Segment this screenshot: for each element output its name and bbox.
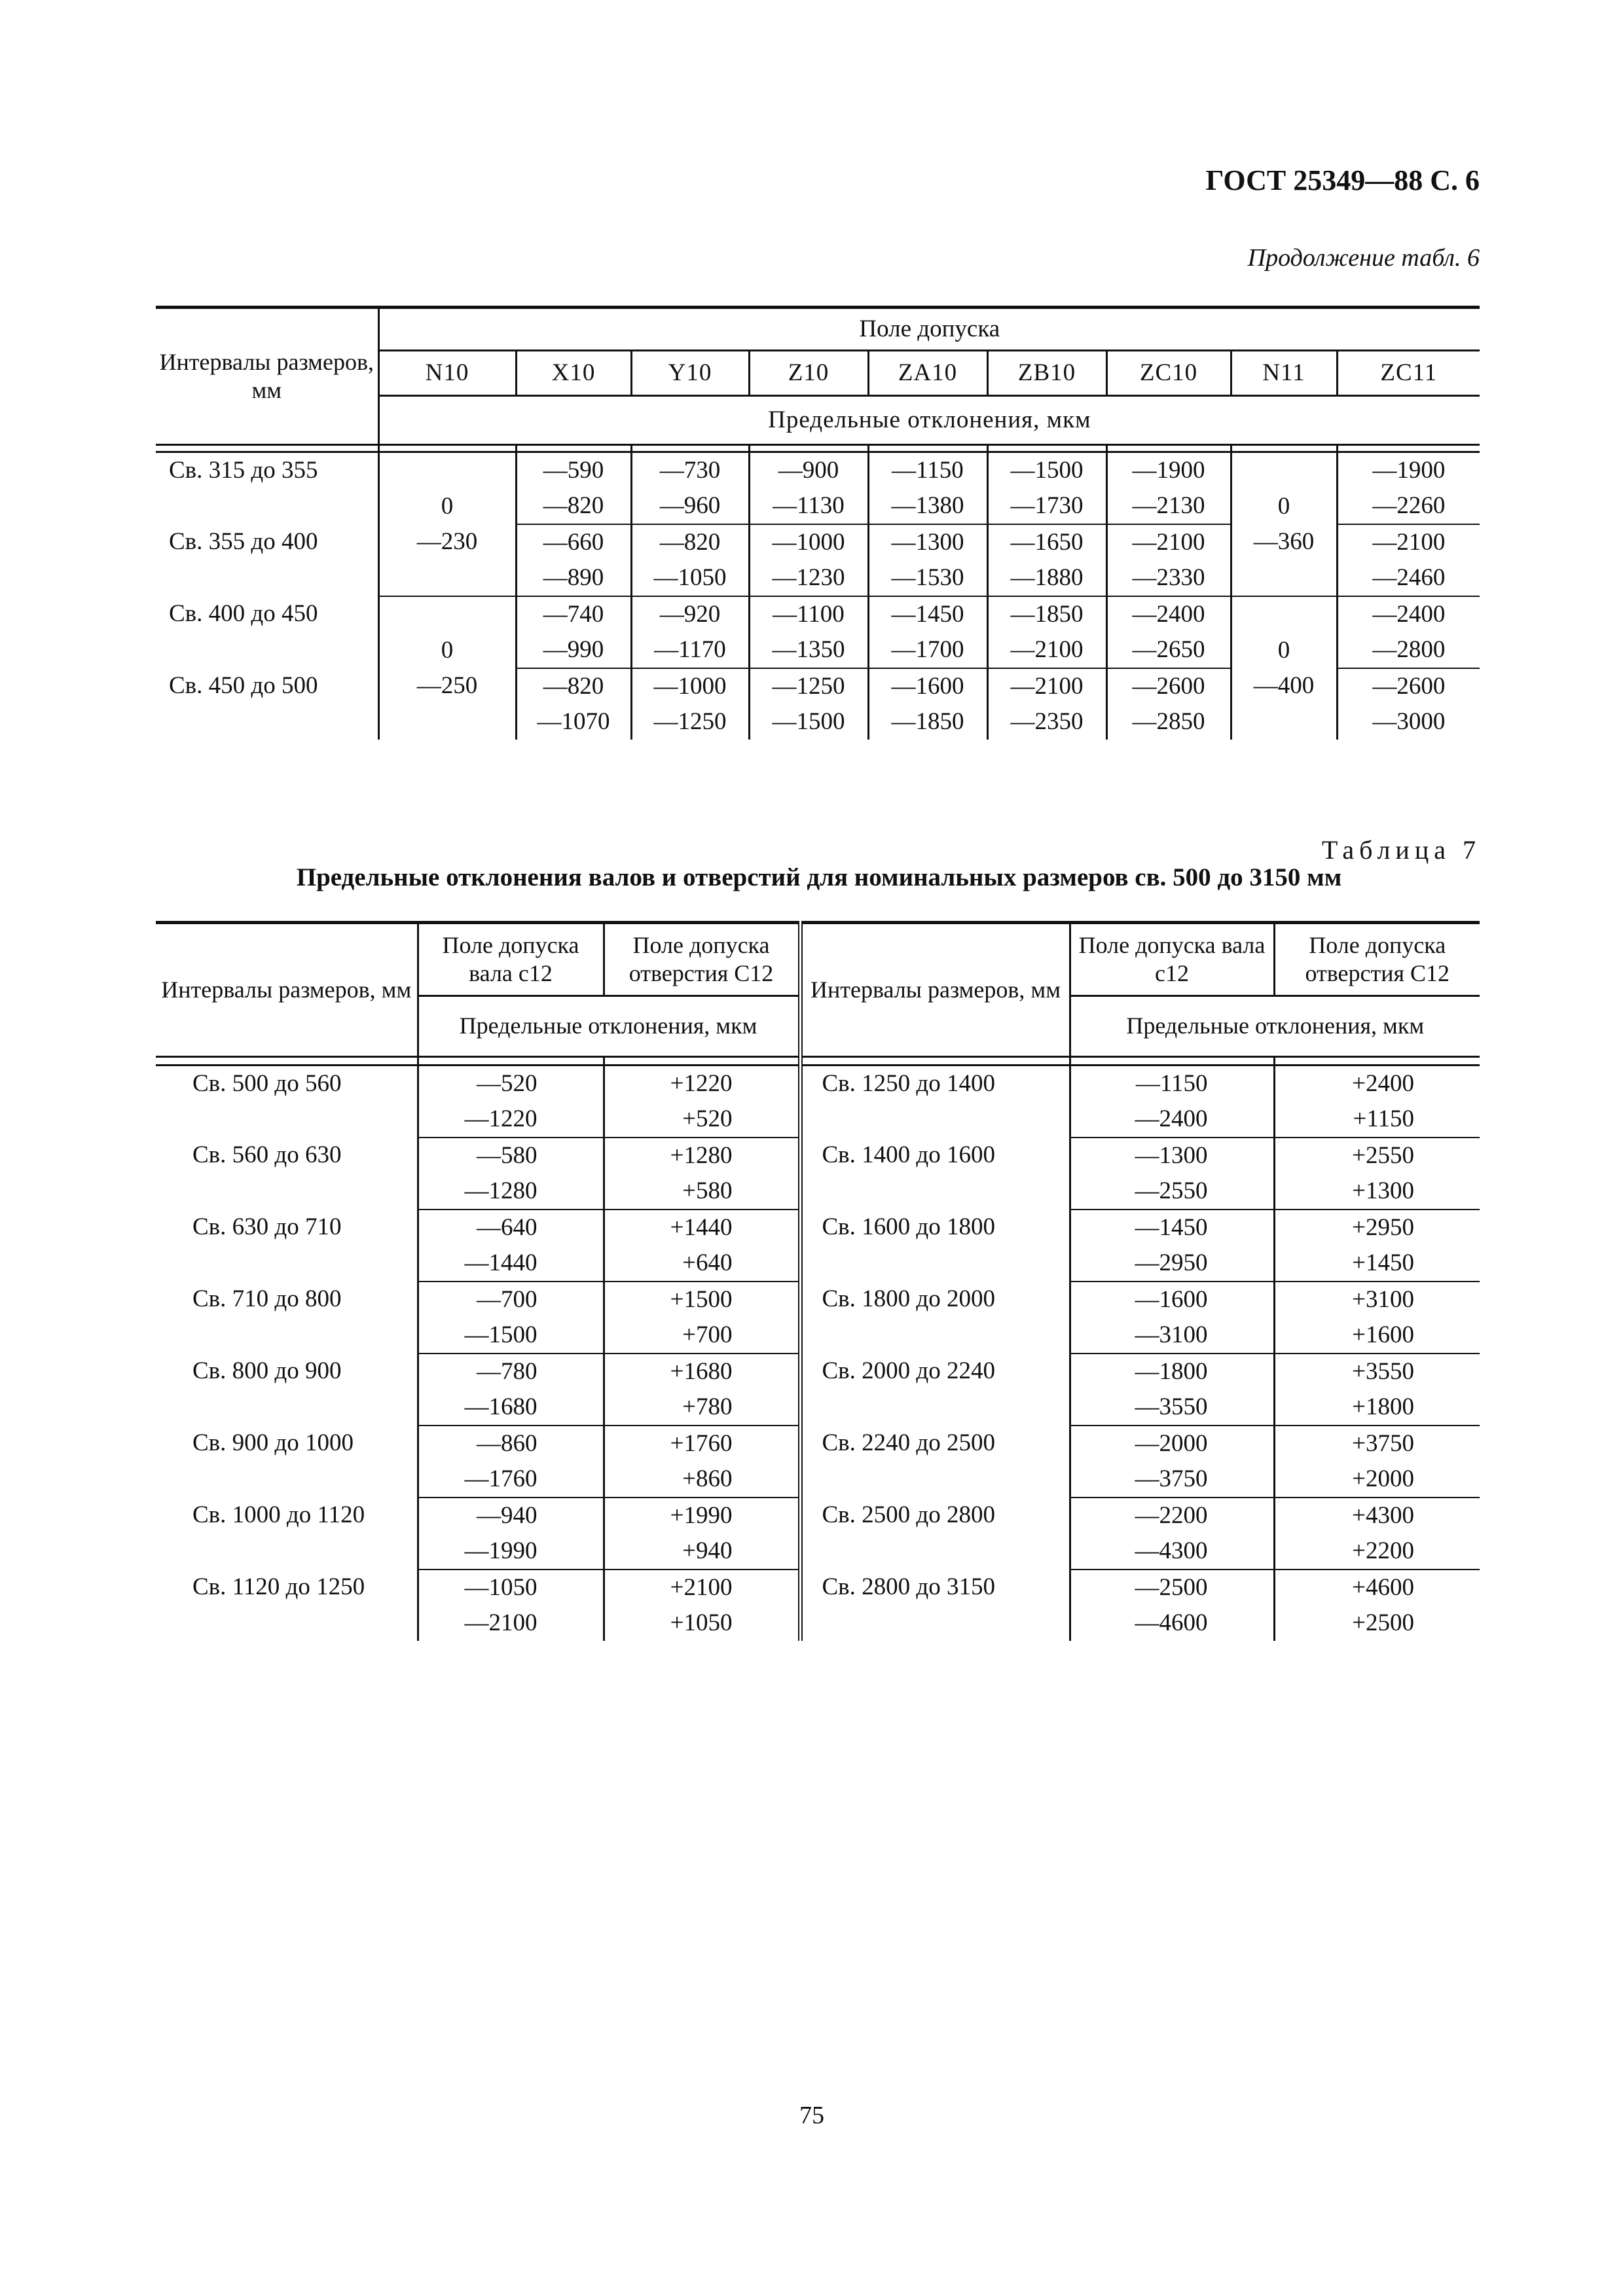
shaft-deviation: —940 bbox=[418, 1498, 604, 1534]
shaft-field-header-right: Поле допуска вала c12 bbox=[1070, 923, 1274, 996]
deviation-value: —1250 bbox=[749, 668, 868, 704]
interval-label: Св. 630 до 710 bbox=[156, 1210, 418, 1282]
hole-deviation: +1150 bbox=[1274, 1102, 1480, 1138]
table-row bbox=[156, 1498, 1480, 1534]
table-continuation-note: Продолжение табл. 6 bbox=[1247, 244, 1480, 272]
hole-deviation: +1680 bbox=[670, 1358, 733, 1385]
deviation-value: —1700 bbox=[868, 632, 987, 668]
deviation-value: —730 bbox=[631, 452, 749, 489]
table-row bbox=[156, 1570, 1480, 1605]
hole-deviation: +2100 bbox=[670, 1574, 733, 1601]
deviation-value: —1850 bbox=[868, 704, 987, 740]
deviation-value: —1100 bbox=[749, 596, 868, 632]
page-number: 75 bbox=[799, 2102, 824, 2129]
shaft-deviation: —580 bbox=[418, 1138, 604, 1174]
deviation-value: —990 bbox=[516, 632, 631, 668]
deviation-header-right: Предельные отклонения, мкм bbox=[1126, 1013, 1425, 1039]
interval-header-right: Интервалы размеров, мм bbox=[800, 923, 1070, 1057]
shaft-deviation: —2550 bbox=[1070, 1174, 1274, 1210]
shaft-deviation: —3750 bbox=[1070, 1462, 1274, 1498]
deviation-value: —1600 bbox=[868, 668, 987, 704]
shaft-deviation: —4600 bbox=[1070, 1605, 1274, 1641]
shaft-deviation: —2200 bbox=[1070, 1498, 1274, 1534]
table-row bbox=[156, 452, 1480, 489]
hole-deviation: +580 bbox=[604, 1174, 800, 1210]
table-7-label: Таблица 7 bbox=[1321, 835, 1481, 865]
shaft-deviation: —2000 bbox=[1070, 1426, 1274, 1462]
interval-label: Св. 1250 до 1400 bbox=[800, 1066, 1070, 1138]
shaft-deviation: —1300 bbox=[1070, 1138, 1274, 1174]
deviation-value: —590 bbox=[516, 452, 631, 489]
deviation-value: —960 bbox=[631, 488, 749, 524]
table-row bbox=[156, 1138, 1480, 1174]
table-row bbox=[156, 1354, 1480, 1390]
deviation-value: —2650 bbox=[1106, 632, 1231, 668]
interval-label: Св. 1800 до 2000 bbox=[800, 1282, 1070, 1354]
hole-deviation: +780 bbox=[604, 1390, 800, 1426]
deviation-value: —1900 bbox=[1337, 452, 1480, 489]
code-header: Z10 bbox=[749, 351, 868, 396]
interval-label: Св. 2000 до 2240 bbox=[800, 1354, 1070, 1426]
shaft-field-header-left: Поле допуска вала c12 bbox=[418, 923, 604, 996]
table-7-title: Предельные отклонения валов и отверстий для номинальных размеров св. 500 до 3150 мм bbox=[296, 863, 1342, 891]
shaft-deviation: —1760 bbox=[418, 1462, 604, 1498]
tolerance-table-7 bbox=[156, 921, 1480, 1641]
interval-label: Св. 355 до 400 bbox=[156, 524, 378, 596]
interval-label: Св. 500 до 560 bbox=[156, 1066, 418, 1138]
shaft-deviation: —1440 bbox=[418, 1246, 604, 1282]
deviation-value: —1500 bbox=[987, 452, 1106, 489]
deviation-value: —2850 bbox=[1106, 704, 1231, 740]
table-row bbox=[156, 1426, 1480, 1462]
interval-label: Св. 900 до 1000 bbox=[156, 1426, 418, 1498]
hole-deviation: +520 bbox=[604, 1102, 800, 1138]
interval-label: Св. 315 до 355 bbox=[156, 452, 378, 525]
deviation-value: —1000 bbox=[631, 668, 749, 704]
deviation-value: —2600 bbox=[1106, 668, 1231, 704]
deviation-value: —2100 bbox=[1106, 524, 1231, 560]
hole-deviation: +2950 bbox=[1352, 1214, 1414, 1241]
deviation-value: —1170 bbox=[631, 632, 749, 668]
shaft-deviation: —700 bbox=[418, 1282, 604, 1318]
hole-field-header-left: Поле допуска отверстия C12 bbox=[604, 923, 800, 996]
hole-deviation: +1050 bbox=[670, 1609, 733, 1636]
deviation-value: —900 bbox=[749, 452, 868, 489]
hole-deviation: +4600 bbox=[1352, 1574, 1414, 1601]
hole-deviation: +3550 bbox=[1352, 1358, 1414, 1385]
n11-upper: 0 bbox=[1277, 637, 1290, 664]
n10-lower: —250 bbox=[416, 672, 478, 699]
n10-upper: 0 bbox=[441, 493, 454, 520]
shaft-deviation: —1600 bbox=[1070, 1282, 1274, 1318]
deviation-value: —1070 bbox=[516, 704, 631, 740]
deviation-value: —1230 bbox=[749, 560, 868, 596]
deviation-value: —1650 bbox=[987, 524, 1106, 560]
shaft-deviation: —2100 bbox=[418, 1605, 604, 1641]
shaft-deviation: —1150 bbox=[1070, 1066, 1274, 1102]
deviation-value: —1130 bbox=[749, 488, 868, 524]
shaft-deviation: —1680 bbox=[418, 1390, 604, 1426]
deviation-value: —2400 bbox=[1106, 596, 1231, 632]
code-header: Y10 bbox=[631, 351, 749, 396]
interval-label: Св. 800 до 900 bbox=[156, 1354, 418, 1426]
deviation-value: —890 bbox=[516, 560, 631, 596]
shaft-deviation: —1220 bbox=[418, 1102, 604, 1138]
shaft-deviation: —3550 bbox=[1070, 1390, 1274, 1426]
code-header: ZB10 bbox=[987, 351, 1106, 396]
shaft-deviation: —2950 bbox=[1070, 1246, 1274, 1282]
deviation-value: —1150 bbox=[868, 452, 987, 489]
table-row bbox=[156, 1210, 1480, 1246]
hole-deviation: +3100 bbox=[1352, 1286, 1414, 1313]
deviation-header-left: Предельные отклонения, мкм bbox=[459, 1013, 757, 1039]
deviation-value: —1450 bbox=[868, 596, 987, 632]
hole-deviation: +2500 bbox=[1352, 1609, 1414, 1636]
shaft-deviation: —1500 bbox=[418, 1318, 604, 1354]
deviation-value: —2130 bbox=[1106, 488, 1231, 524]
shaft-deviation: —860 bbox=[418, 1426, 604, 1462]
deviation-value: —1500 bbox=[749, 704, 868, 740]
deviation-value: —1380 bbox=[868, 488, 987, 524]
deviation-value: —660 bbox=[516, 524, 631, 560]
shaft-deviation: —3100 bbox=[1070, 1318, 1274, 1354]
code-header: ZC11 bbox=[1337, 351, 1480, 396]
deviation-value: —2400 bbox=[1337, 596, 1480, 632]
code-header: ZA10 bbox=[868, 351, 987, 396]
interval-label: Св. 2240 до 2500 bbox=[800, 1426, 1070, 1498]
deviation-header: Предельные отклонения, мкм bbox=[768, 406, 1091, 433]
n11-lower: —360 bbox=[1253, 528, 1315, 555]
tolerance-field-header: Поле допуска bbox=[378, 308, 1480, 351]
deviation-value: —1000 bbox=[749, 524, 868, 560]
deviation-value: —2100 bbox=[1337, 524, 1480, 560]
hole-deviation: +1800 bbox=[1274, 1390, 1480, 1426]
deviation-value: —2350 bbox=[987, 704, 1106, 740]
interval-header-left: Интервалы размеров, мм bbox=[156, 923, 418, 1057]
deviation-value: —1530 bbox=[868, 560, 987, 596]
shaft-deviation: —1050 bbox=[418, 1570, 604, 1605]
n10-upper: 0 bbox=[441, 637, 454, 664]
table-row bbox=[156, 596, 1480, 632]
hole-deviation: +940 bbox=[604, 1534, 800, 1570]
code-header: N11 bbox=[1231, 351, 1337, 396]
deviation-value: —820 bbox=[516, 488, 631, 524]
deviation-value: —1730 bbox=[987, 488, 1106, 524]
code-header: X10 bbox=[516, 351, 631, 396]
deviation-value: —2100 bbox=[987, 668, 1106, 704]
deviation-value: —2330 bbox=[1106, 560, 1231, 596]
interval-label: Св. 400 до 450 bbox=[156, 596, 378, 668]
interval-label: Св. 450 до 500 bbox=[156, 668, 378, 740]
code-header: N10 bbox=[378, 351, 516, 396]
interval-header: Интервалы размеров, мм bbox=[156, 308, 378, 445]
interval-label: Св. 1600 до 1800 bbox=[800, 1210, 1070, 1282]
hole-deviation: +1600 bbox=[1274, 1318, 1480, 1354]
deviation-value: —820 bbox=[631, 524, 749, 560]
document-code: ГОСТ 25349—88 С. 6 bbox=[1205, 164, 1480, 196]
hole-deviation: +2000 bbox=[1274, 1462, 1480, 1498]
hole-deviation: +2200 bbox=[1274, 1534, 1480, 1570]
hole-deviation: +2550 bbox=[1352, 1142, 1414, 1169]
hole-deviation: +2400 bbox=[1352, 1070, 1414, 1097]
interval-label: Св. 1120 до 1250 bbox=[156, 1570, 418, 1641]
hole-deviation: +1760 bbox=[670, 1430, 733, 1457]
shaft-deviation: —1280 bbox=[418, 1174, 604, 1210]
hole-deviation: +1300 bbox=[1274, 1174, 1480, 1210]
deviation-value: —1900 bbox=[1106, 452, 1231, 489]
deviation-value: —1880 bbox=[987, 560, 1106, 596]
n10-value bbox=[378, 452, 516, 597]
deviation-value: —1050 bbox=[631, 560, 749, 596]
deviation-value: —1350 bbox=[749, 632, 868, 668]
deviation-value: —2260 bbox=[1337, 488, 1480, 524]
deviation-value: —2100 bbox=[987, 632, 1106, 668]
hole-deviation: +1440 bbox=[670, 1214, 733, 1241]
n10-value bbox=[378, 596, 516, 740]
table-row bbox=[156, 1066, 1480, 1102]
n11-value bbox=[1231, 596, 1337, 740]
code-header: ZC10 bbox=[1106, 351, 1231, 396]
interval-label: Св. 2800 до 3150 bbox=[800, 1570, 1070, 1641]
n11-upper: 0 bbox=[1277, 493, 1290, 520]
shaft-deviation: —640 bbox=[418, 1210, 604, 1246]
n11-lower: —400 bbox=[1253, 672, 1315, 699]
shaft-deviation: —2400 bbox=[1070, 1102, 1274, 1138]
hole-deviation: +1990 bbox=[670, 1502, 733, 1529]
hole-deviation: +1220 bbox=[670, 1070, 733, 1097]
hole-deviation: +1500 bbox=[670, 1286, 733, 1313]
hole-deviation: +860 bbox=[604, 1462, 800, 1498]
interval-label: Св. 1000 до 1120 bbox=[156, 1498, 418, 1570]
n11-value bbox=[1231, 452, 1337, 597]
shaft-deviation: —1450 bbox=[1070, 1210, 1274, 1246]
shaft-deviation: —1990 bbox=[418, 1534, 604, 1570]
deviation-value: —2800 bbox=[1337, 632, 1480, 668]
shaft-deviation: —520 bbox=[418, 1066, 604, 1102]
table-row bbox=[156, 1282, 1480, 1318]
deviation-value: —2460 bbox=[1337, 560, 1480, 596]
hole-deviation: +640 bbox=[604, 1246, 800, 1282]
hole-deviation: +700 bbox=[604, 1318, 800, 1354]
shaft-deviation: —1800 bbox=[1070, 1354, 1274, 1390]
deviation-value: —820 bbox=[516, 668, 631, 704]
hole-deviation: +1280 bbox=[670, 1142, 733, 1169]
interval-label: Св. 1400 до 1600 bbox=[800, 1138, 1070, 1210]
hole-deviation: +3750 bbox=[1352, 1430, 1414, 1457]
shaft-deviation: —780 bbox=[418, 1354, 604, 1390]
deviation-value: —1850 bbox=[987, 596, 1106, 632]
deviation-value: —1250 bbox=[631, 704, 749, 740]
interval-label: Св. 710 до 800 bbox=[156, 1282, 418, 1354]
deviation-value: —1300 bbox=[868, 524, 987, 560]
interval-label: Св. 560 до 630 bbox=[156, 1138, 418, 1210]
n10-lower: —230 bbox=[416, 528, 478, 555]
tolerance-table-6 bbox=[156, 306, 1480, 740]
deviation-value: —3000 bbox=[1337, 704, 1480, 740]
hole-deviation: +1450 bbox=[1274, 1246, 1480, 1282]
shaft-deviation: —4300 bbox=[1070, 1534, 1274, 1570]
deviation-value: —740 bbox=[516, 596, 631, 632]
deviation-value: —2600 bbox=[1337, 668, 1480, 704]
shaft-deviation: —2500 bbox=[1070, 1570, 1274, 1605]
interval-label: Св. 2500 до 2800 bbox=[800, 1498, 1070, 1570]
deviation-value: —920 bbox=[631, 596, 749, 632]
hole-field-header-right: Поле допуска отверстия C12 bbox=[1274, 923, 1480, 996]
hole-deviation: +4300 bbox=[1352, 1502, 1414, 1529]
